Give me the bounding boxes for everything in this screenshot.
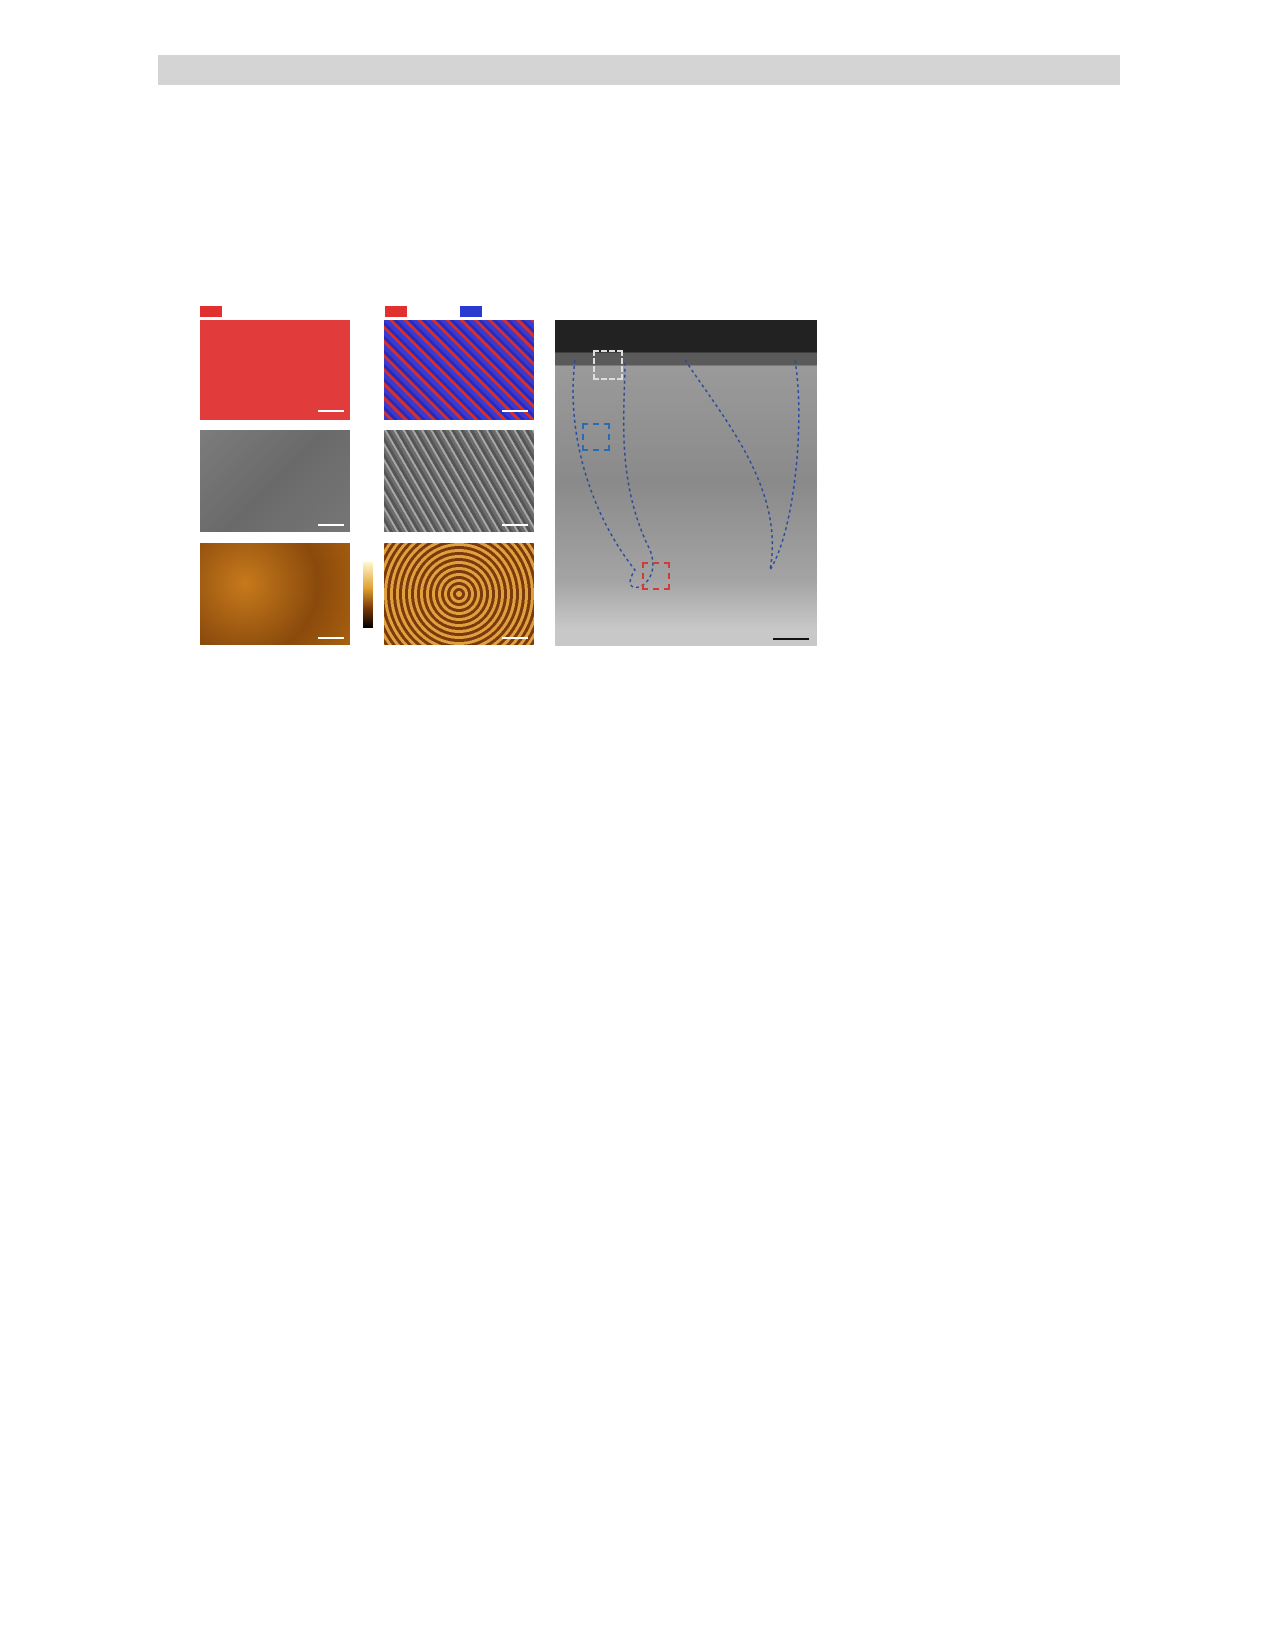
scale-bar	[318, 410, 344, 412]
scale-bar	[502, 637, 528, 639]
region-3-box	[642, 562, 670, 590]
scale-bar	[318, 524, 344, 526]
legend-beta-swatch	[460, 306, 482, 317]
scale-bar	[502, 524, 528, 526]
legend-alpha-swatch	[200, 306, 222, 317]
sem-image-b	[384, 430, 534, 532]
scale-bar	[502, 410, 528, 412]
afm-colorbar	[363, 562, 373, 628]
region-2-box	[582, 423, 610, 451]
ebsd-image-a	[200, 320, 350, 420]
scale-bar	[318, 637, 344, 639]
legend-alpha-swatch	[385, 306, 407, 317]
afm-image-b	[384, 543, 534, 645]
scale-bar	[773, 638, 809, 640]
sem-image-a	[200, 430, 350, 532]
tem-image	[555, 320, 817, 646]
journal-header-bar	[158, 55, 1120, 85]
figure-4	[190, 300, 1100, 685]
ebsd-image-b	[384, 320, 534, 420]
region-1-box	[593, 350, 623, 380]
afm-image-a	[200, 543, 350, 645]
